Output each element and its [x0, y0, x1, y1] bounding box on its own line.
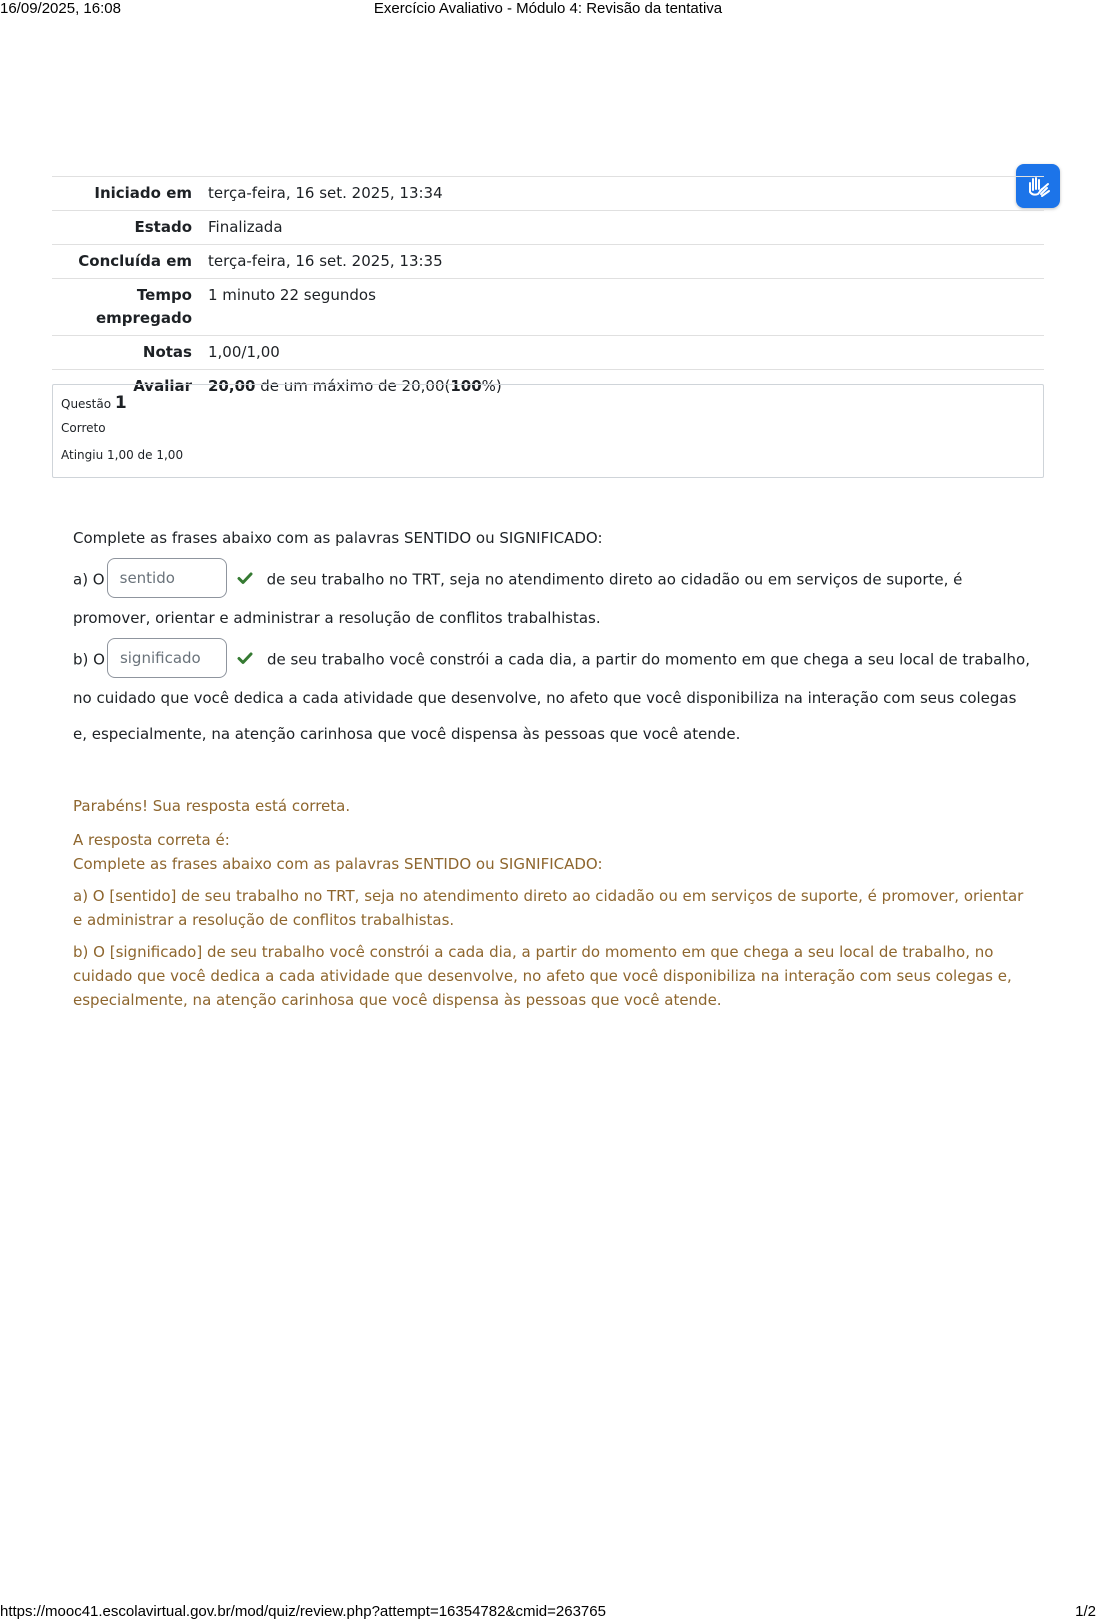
feedback-congrats: Parabéns! Sua resposta está correta.	[73, 797, 351, 815]
question-number	[61, 393, 1035, 414]
grade-label: Avaliar	[133, 377, 192, 395]
time-label-line2: empregado	[95, 309, 192, 327]
summary-row-time	[52, 279, 1044, 336]
grade-percent: 100	[450, 377, 482, 395]
marks-label: Notas	[142, 343, 192, 361]
state-value: Finalizada	[208, 218, 283, 236]
summary-row-marks	[52, 336, 1044, 370]
completed-label: Concluída em	[78, 252, 192, 270]
part-b-text: de seu trabalho você constrói a cada dia, a partir do momento em que chega a seu local de trabalho, no cuidado que você dedica a cada atividade que desenvolve, no afeto que você disponibiliza na interação com seus colegas e, especialmente, na atenção carinhosa que você dispensa às pessoas que você atende.	[73, 650, 1030, 743]
part-a-text: de seu trabalho no TRT, seja no atendimento direto ao cidadão ou em serviços de suporte, é promover, orientar e administrar a resolução de conflitos trabalhistas.	[73, 570, 963, 627]
answer-input-a[interactable]: sentido	[107, 558, 227, 598]
print-header	[0, 0, 1096, 20]
started-label: Iniciado em	[94, 184, 192, 202]
summary-row-state	[52, 211, 1044, 245]
attempt-summary-table	[52, 176, 1044, 403]
time-value: 1 minuto 22 segundos	[208, 286, 376, 304]
right-answer-prompt: Complete as frases abaixo com as palavras SENTIDO ou SIGNIFICADO:	[73, 855, 603, 873]
summary-row-completed	[52, 245, 1044, 279]
right-answer-b: b) O [significado] de seu trabalho você constrói a cada dia, a partir do momento em que chega a seu local de trabalho, no cuidado que você dedica a cada atividade que desenvolve, no afeto que você disponibiliza na interação com seus colegas e, especialmente, na atenção carinhosa que você dispensa às pessoas que você atende.	[73, 943, 1012, 1009]
time-label-line1: Tempo	[136, 286, 192, 304]
right-answer-label: A resposta correta é:	[73, 831, 230, 849]
print-footer	[0, 1602, 1096, 1622]
started-value: terça-feira, 16 set. 2025, 13:34	[208, 184, 443, 202]
question-part-b	[73, 640, 1033, 752]
summary-row-started	[52, 177, 1044, 211]
check-icon	[237, 570, 253, 586]
question-label: Questão	[61, 397, 115, 411]
completed-value: terça-feira, 16 set. 2025, 13:35	[208, 252, 443, 270]
time-label	[52, 279, 208, 336]
print-page-number: 1/2	[1075, 1603, 1096, 1620]
state-label: Estado	[134, 218, 192, 236]
check-icon	[237, 650, 253, 666]
question-grade: Atingiu 1,00 de 1,00	[61, 448, 184, 462]
grade-suffix: %)	[481, 377, 502, 395]
right-answer-a: a) O [sentido] de seu trabalho no TRT, seja no atendimento direto ao cidadão ou em serviços de suporte, é promover, orientar e administrar a resolução de conflitos trabalhistas.	[73, 887, 1024, 929]
print-url: https://mooc41.escolavirtual.gov.br/mod/quiz/review.php?attempt=16354782&cmid=263765	[0, 1603, 606, 1620]
grade-score: 20,00	[208, 377, 256, 395]
question-formulation	[73, 528, 1033, 756]
feedback-box	[73, 796, 1033, 1012]
question-info-box	[52, 384, 1044, 478]
answer-input-b[interactable]: significado	[107, 638, 227, 678]
print-datetime: 16/09/2025, 16:08	[0, 0, 121, 17]
part-b-prefix: b) O	[73, 650, 105, 669]
part-a-prefix: a) O	[73, 570, 105, 589]
question-part-a	[73, 560, 1033, 636]
grade-text: de um máximo de 20,00(	[255, 377, 451, 395]
marks-value: 1,00/1,00	[208, 343, 280, 361]
question-state: Correto	[61, 421, 106, 435]
question-prompt: Complete as frases abaixo com as palavras SENTIDO ou SIGNIFICADO:	[73, 529, 603, 547]
print-page-title: Exercício Avaliativo - Módulo 4: Revisão da tentativa	[373, 0, 723, 17]
question-number-value: 1	[114, 393, 127, 413]
